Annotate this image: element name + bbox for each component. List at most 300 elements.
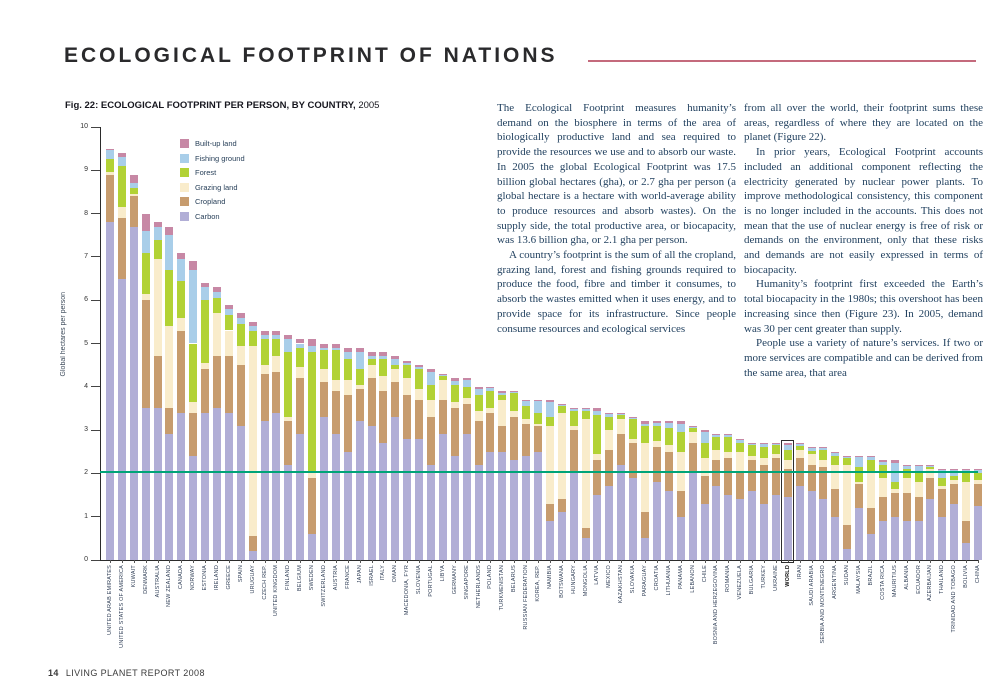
bar-segment-cropland <box>249 536 257 551</box>
bar-segment-fishing-ground <box>558 405 566 406</box>
bar-segment-forest <box>225 315 233 330</box>
bar-segment-carbon <box>867 534 875 560</box>
bar-segment-cropland <box>368 378 376 426</box>
x-axis-label-czech-rep: CZECH REP. <box>261 565 268 600</box>
x-axis-label-singapore: SINGAPORE <box>463 565 470 600</box>
bar-segment-grazing-land <box>213 313 221 356</box>
bar-segment-cropland <box>510 417 518 460</box>
bar-segment-forest <box>201 300 209 363</box>
x-axis-tick <box>443 560 444 563</box>
bar-segment-built-up-land <box>582 408 590 409</box>
bar-segment-built-up-land <box>249 322 257 326</box>
bar-segment-carbon <box>546 521 554 560</box>
bar-segment-built-up-land <box>867 456 875 457</box>
bar-segment-grazing-land <box>415 389 423 400</box>
bar-segment-grazing-land <box>629 439 637 443</box>
bar-segment-carbon <box>249 551 257 560</box>
bar-segment-grazing-land <box>534 424 542 426</box>
x-axis-label-costa-rica: COSTA RICA <box>879 565 886 600</box>
y-axis-tick <box>91 127 100 128</box>
x-axis-label-france: FRANCE <box>344 565 351 589</box>
bar-segment-built-up-land <box>379 352 387 356</box>
bar-segment-forest <box>522 406 530 419</box>
bar-segment-cropland <box>582 528 590 539</box>
bar-segment-fishing-ground <box>570 409 578 410</box>
bar-segment-built-up-land <box>439 374 447 375</box>
bar-segment-forest <box>332 350 340 380</box>
y-axis-tick-label: 0 <box>84 556 88 563</box>
bar-segment-fishing-ground <box>855 457 863 467</box>
bar-segment-built-up-land <box>926 465 934 466</box>
bar-segment-carbon <box>296 434 304 560</box>
bar-segment-grazing-land <box>118 207 126 218</box>
legend-item-forest <box>180 168 245 177</box>
bar-segment-built-up-land <box>665 421 673 422</box>
x-axis-tick <box>288 560 289 563</box>
bar-segment-forest <box>475 395 483 410</box>
bar-segment-forest <box>677 432 685 451</box>
bar-segment-fishing-ground <box>772 444 780 445</box>
x-axis-tick <box>312 560 313 563</box>
bar-segment-carbon <box>974 506 982 560</box>
bar-segment-cropland <box>118 218 126 279</box>
bar-segment-carbon <box>843 549 851 560</box>
y-axis-tick-label: 7 <box>84 252 88 260</box>
bar-segment-built-up-land <box>808 447 816 448</box>
bar-segment-cropland <box>403 395 411 438</box>
bar-segment-fishing-ground <box>154 227 162 240</box>
bar-segment-built-up-land <box>891 460 899 462</box>
bar-segment-forest <box>130 188 138 194</box>
x-axis-label-bulgaria: BULGARIA <box>749 565 756 595</box>
legend-label: Cropland <box>195 197 226 206</box>
bar-segment-forest <box>391 365 399 369</box>
bar-segment-grazing-land <box>189 402 197 413</box>
bar-segment-forest <box>189 344 197 402</box>
bar-segment-fishing-ground <box>368 356 376 358</box>
bar-segment-fishing-ground <box>475 389 483 395</box>
bar-segment-carbon <box>154 408 162 560</box>
x-axis-label-romania: ROMANIA <box>725 565 732 593</box>
bar-segment-cropland <box>142 300 150 408</box>
bar-segment-built-up-land <box>570 408 578 409</box>
bar-segment-carbon <box>130 227 138 560</box>
bar-segment-fishing-ground <box>379 356 387 358</box>
bar-segment-grazing-land <box>249 346 257 537</box>
x-axis-tick <box>181 560 182 563</box>
bar-segment-fishing-ground <box>486 388 494 391</box>
bar-segment-fishing-ground <box>629 418 637 419</box>
x-axis-label-united-kingdom: UNITED KINGDOM <box>273 565 280 617</box>
bar-segment-built-up-land <box>915 465 923 466</box>
bar-segment-built-up-land <box>344 348 352 352</box>
x-axis-tick <box>217 560 218 563</box>
bar-segment-cropland <box>617 434 625 464</box>
bar-segment-carbon <box>237 426 245 560</box>
x-axis-tick <box>467 560 468 563</box>
x-axis-tick <box>574 560 575 563</box>
bar-segment-built-up-land <box>546 400 554 402</box>
bar-segment-built-up-land <box>701 430 709 432</box>
bar-segment-grazing-land <box>344 380 352 395</box>
bar-segment-carbon <box>332 434 340 560</box>
x-axis-label-malaysia: MALAYSIA <box>856 565 863 594</box>
x-axis-tick <box>395 560 396 563</box>
bar-segment-cropland <box>748 460 756 490</box>
bar-segment-carbon <box>463 434 471 560</box>
legend-label: Built-up land <box>195 139 237 148</box>
bar-segment-grazing-land <box>261 365 269 374</box>
bar-segment-carbon <box>629 478 637 560</box>
bar-segment-cropland <box>177 331 185 413</box>
bar-segment-carbon <box>225 413 233 560</box>
bar-segment-built-up-land <box>534 400 542 401</box>
y-axis-tick-label: 3 <box>84 426 88 434</box>
y-axis-tick <box>91 343 100 344</box>
bar-segment-grazing-land <box>379 376 387 391</box>
bar-segment-carbon <box>677 517 685 560</box>
bar-segment-forest <box>558 406 566 412</box>
bar-segment-forest <box>296 348 304 367</box>
bar-segment-built-up-land <box>130 175 138 184</box>
bar-segment-cropland <box>915 497 923 521</box>
bar-segment-built-up-land <box>142 214 150 231</box>
bar-segment-fishing-ground <box>261 335 269 339</box>
x-axis-tick <box>490 560 491 563</box>
x-axis-tick <box>526 560 527 563</box>
x-axis-label-kuwait: KUWAIT <box>130 565 137 588</box>
bar-segment-forest <box>213 298 221 313</box>
x-axis-tick <box>146 560 147 563</box>
bar-segment-cropland <box>486 413 494 452</box>
bar-segment-carbon <box>926 499 934 560</box>
bar-segment-grazing-land <box>938 486 946 488</box>
x-axis-tick <box>336 560 337 563</box>
bar-segment-forest <box>808 451 816 454</box>
bar-segment-built-up-land <box>950 469 958 470</box>
legend-item-built-up-land <box>180 139 245 148</box>
bar-segment-grazing-land <box>427 400 435 417</box>
bar-segment-cropland <box>724 458 732 495</box>
bar-segment-cropland <box>189 413 197 456</box>
bar-segment-built-up-land <box>855 456 863 457</box>
bar-segment-built-up-land <box>189 261 197 270</box>
x-axis-tick <box>193 560 194 563</box>
x-axis-tick <box>716 560 717 563</box>
bar-segment-forest <box>249 331 257 346</box>
bar-segment-grazing-land <box>950 480 958 484</box>
bar-segment-fishing-ground <box>653 423 661 426</box>
bar-segment-cropland <box>689 443 697 473</box>
bar-segment-cropland <box>356 389 364 421</box>
bar-segment-carbon <box>118 279 126 560</box>
x-axis-label-germany: GERMANY <box>451 565 458 595</box>
bar-segment-fishing-ground <box>736 440 744 443</box>
y-axis-tick-label: 2 <box>84 469 88 477</box>
bar-segment-carbon <box>201 413 209 560</box>
bar-segment-cropland <box>867 508 875 534</box>
bar-segment-grazing-land <box>475 411 483 422</box>
x-axis-label-united-states-of-america: UNITED STATES OF AMERICA <box>118 565 125 648</box>
x-axis-tick <box>788 560 789 563</box>
bar-segment-carbon <box>368 426 376 560</box>
bar-segment-grazing-land <box>332 380 340 391</box>
bar-segment-fishing-ground <box>237 318 245 324</box>
y-axis-tick-label: 6 <box>84 296 88 304</box>
bar-segment-grazing-land <box>605 430 613 449</box>
x-axis-label-belgium: BELGIUM <box>297 565 304 592</box>
x-axis-tick <box>895 560 896 563</box>
bar-segment-carbon <box>784 497 792 560</box>
bar-segment-cropland <box>463 404 471 434</box>
bar-segment-forest <box>510 393 518 410</box>
bar-segment-carbon <box>831 517 839 560</box>
y-axis-tick <box>91 560 100 561</box>
bar-segment-grazing-land <box>403 378 411 395</box>
bar-segment-cropland <box>974 484 982 506</box>
bar-segment-grazing-land <box>451 402 459 408</box>
bar-segment-carbon <box>808 491 816 560</box>
bar-segment-carbon <box>593 495 601 560</box>
bar-segment-forest <box>974 473 982 479</box>
x-axis-label-belarus: BELARUS <box>511 565 518 593</box>
x-axis-label-argentina: ARGENTINA <box>832 565 839 599</box>
x-axis-label-venezuela: VENEZUELA <box>737 565 744 600</box>
x-axis-label-ecuador: ECUADOR <box>915 565 922 594</box>
bar-segment-cropland <box>808 465 816 491</box>
x-axis-tick <box>597 560 598 563</box>
x-axis-tick <box>324 560 325 563</box>
x-axis-label-brazil: BRAZIL <box>867 565 874 586</box>
bar-segment-cropland <box>534 426 542 452</box>
x-axis-label-austria: AUSTRIA <box>332 565 339 591</box>
x-axis-tick <box>728 560 729 563</box>
bar-segment-carbon <box>879 521 887 560</box>
bar-segment-forest <box>760 447 768 458</box>
bar-segment-grazing-land <box>177 318 185 331</box>
x-axis-tick <box>276 560 277 563</box>
bar-segment-forest <box>712 437 720 450</box>
x-axis-tick <box>502 560 503 563</box>
bar-segment-forest <box>463 387 471 398</box>
bar-segment-cropland <box>427 417 435 465</box>
bar-segment-forest <box>891 482 899 488</box>
bar-segment-built-up-land <box>296 339 304 343</box>
x-axis-label-ireland: IRELAND <box>214 565 220 591</box>
bar-segment-built-up-land <box>201 283 209 287</box>
paragraph: In prior years, Ecological Footprint accounts included an additional component reflecting the electricity generated by nuclear power plants. To improve methodological consistency, this component is no longer included in the accounts. This does not mean that the use of nuclear energy is free of risk or demands on the environment, only that these risks and demands are not easily expressed in terms of biocapacity. <box>744 146 983 276</box>
bar-segment-forest <box>261 339 269 365</box>
x-axis-label-slovakia: SLOVAKIA <box>630 565 637 594</box>
x-axis-label-turkmenistan: TURKMENISTAN <box>499 565 506 611</box>
legend-swatch-fishing-ground <box>180 154 189 163</box>
bar-segment-grazing-land <box>784 460 792 469</box>
bar-segment-carbon <box>796 486 804 560</box>
bar-segment-carbon <box>308 534 316 560</box>
bar-segment-grazing-land <box>962 482 970 521</box>
bar-segment-forest <box>772 445 780 454</box>
bar-segment-carbon <box>903 521 911 560</box>
bar-segment-grazing-land <box>653 441 661 447</box>
bar-segment-cropland <box>784 469 792 497</box>
x-axis-tick <box>241 560 242 563</box>
bar-segment-cropland <box>903 493 911 521</box>
bar-segment-built-up-land <box>748 443 756 444</box>
x-axis-label-iran: IRAN <box>796 565 803 579</box>
bar-segment-fishing-ground <box>130 183 138 187</box>
x-axis-label-hungary: HUNGARY <box>570 565 577 594</box>
bar-segment-built-up-land <box>498 391 506 393</box>
bar-segment-built-up-land <box>605 413 613 414</box>
x-axis-tick <box>134 560 135 563</box>
x-axis-tick <box>681 560 682 563</box>
x-axis-tick <box>919 560 920 563</box>
bar-segment-fishing-ground <box>463 380 471 386</box>
bar-segment-cropland <box>712 460 720 486</box>
x-axis-label-chile: CHILE <box>701 565 708 583</box>
bar-segment-carbon <box>570 473 578 560</box>
bar-segment-grazing-land <box>712 450 720 461</box>
bar-segment-fishing-ground <box>415 367 423 369</box>
bar-segment-built-up-land <box>819 447 827 448</box>
bar-segment-built-up-land <box>225 305 233 309</box>
bar-segment-built-up-land <box>451 378 459 381</box>
x-axis-label-israel: ISRAEL <box>368 565 375 586</box>
x-axis-tick <box>562 560 563 563</box>
bar-segment-forest <box>272 339 280 356</box>
x-axis-tick <box>300 560 301 563</box>
bar-segment-forest <box>819 450 827 461</box>
bar-segment-cropland <box>344 395 352 451</box>
bar-segment-forest <box>593 415 601 454</box>
bar-segment-built-up-land <box>391 356 399 358</box>
bar-segment-carbon <box>379 443 387 560</box>
bar-segment-forest <box>154 240 162 259</box>
bar-segment-built-up-land <box>308 339 316 345</box>
bar-segment-fishing-ground <box>522 401 530 406</box>
legend-swatch-cropland <box>180 197 189 206</box>
bar-segment-built-up-land <box>237 313 245 317</box>
bar-segment-carbon <box>272 413 280 560</box>
legend-item-fishing-ground <box>180 154 245 163</box>
bar-segment-cropland <box>165 408 173 434</box>
bar-segment-forest <box>784 450 792 461</box>
x-axis-label-denmark: DENMARK <box>142 565 149 594</box>
bar-segment-grazing-land <box>974 480 982 484</box>
x-axis-label-greece: GREECE <box>225 565 232 590</box>
bar-segment-built-up-land <box>368 352 376 356</box>
x-axis-tick <box>835 560 836 563</box>
bar-segment-built-up-land <box>629 417 637 418</box>
x-axis-tick <box>205 560 206 563</box>
x-axis-label-paraguay: PARAGUAY <box>642 565 649 597</box>
bar-segment-grazing-land <box>439 380 447 399</box>
bar-segment-cropland <box>237 365 245 426</box>
bar-segment-forest <box>617 415 625 419</box>
bar-segment-built-up-land <box>510 391 518 392</box>
bar-segment-fishing-ground <box>391 359 399 365</box>
bar-segment-fishing-ground <box>439 375 447 376</box>
bar-segment-carbon <box>641 538 649 560</box>
paragraph: from all over the world, their footprint sums these areas, regardless of where they are located on the planet (Figure 22). <box>744 102 983 144</box>
bar-segment-carbon <box>617 465 625 560</box>
legend-swatch-forest <box>180 168 189 177</box>
y-axis-title: Global hectares per person <box>60 292 67 377</box>
bar-segment-grazing-land <box>296 367 304 378</box>
bar-segment-fishing-ground <box>748 444 756 445</box>
bar-segment-fishing-ground <box>819 448 827 449</box>
bar-segment-cropland <box>843 525 851 549</box>
bar-segment-carbon <box>558 512 566 560</box>
x-axis-tick <box>265 560 266 563</box>
bar-segment-forest <box>748 445 756 456</box>
bar-segment-built-up-land <box>403 361 411 363</box>
bar-segment-grazing-land <box>617 419 625 434</box>
bar-segment-grazing-land <box>855 482 863 484</box>
bar-segment-carbon <box>320 417 328 560</box>
bar-segment-grazing-land <box>748 456 756 460</box>
x-axis-tick <box>407 560 408 563</box>
bar-segment-fishing-ground <box>189 270 197 344</box>
bar-segment-carbon <box>701 504 709 560</box>
bar-segment-forest <box>831 456 839 465</box>
x-axis-label-azerbaijan: AZERBAIJAN <box>927 565 934 601</box>
bar-segment-forest <box>855 467 863 482</box>
bar-segment-fishing-ground <box>831 453 839 456</box>
y-axis-line <box>100 127 101 560</box>
x-axis-tick <box>419 560 420 563</box>
x-axis-label-mexico: MEXICO <box>606 565 613 588</box>
bar-segment-cropland <box>701 476 709 504</box>
y-axis-tick-label: 8 <box>84 209 88 217</box>
page-number: 14 <box>48 668 59 678</box>
bar-segment-forest <box>237 324 245 346</box>
paragraph: People use a variety of nature’s services. If two or more services are compatible and can be derived from the same area, that area <box>744 337 983 379</box>
x-axis-label-estonia: ESTONIA <box>202 565 209 591</box>
bar-segment-carbon <box>486 452 494 560</box>
x-axis-label-switzerland: SWITZERLAND <box>321 565 328 607</box>
biocapacity-line <box>100 471 978 473</box>
x-axis-tick <box>942 560 943 563</box>
bar-segment-carbon <box>938 517 946 560</box>
bar-segment-fishing-ground <box>451 381 459 384</box>
bar-segment-forest <box>106 159 114 172</box>
x-axis-label-kazakhstan: KAZAKHSTAN <box>618 565 625 604</box>
x-axis-tick <box>978 560 979 563</box>
bar-segment-carbon <box>213 408 221 560</box>
x-axis-tick <box>812 560 813 563</box>
bar-segment-grazing-land <box>843 465 851 526</box>
bar-segment-cropland <box>546 504 554 521</box>
x-axis-label-serbia-and-montenegro: SERBIA AND MONTENEGRO <box>820 565 827 644</box>
x-axis-tick <box>847 560 848 563</box>
article-column-1 <box>497 101 736 336</box>
x-axis-label-namibia: NAMIBIA <box>546 565 553 590</box>
y-axis-tick-label: 4 <box>84 382 88 390</box>
bar-segment-cropland <box>391 382 399 417</box>
bar-segment-fishing-ground <box>534 401 542 413</box>
bar-segment-fishing-ground <box>284 339 292 352</box>
bar-segment-grazing-land <box>796 450 804 459</box>
x-axis-tick <box>372 560 373 563</box>
bar-segment-carbon <box>582 538 590 560</box>
x-axis-label-lithuania: LITHUANIA <box>665 565 672 596</box>
bar-segment-forest <box>724 437 732 452</box>
x-axis-label-spain: SPAIN <box>237 565 244 583</box>
bar-segment-fishing-ground <box>867 457 875 460</box>
bar-segment-built-up-land <box>177 253 185 259</box>
bar-segment-cropland <box>332 391 340 434</box>
